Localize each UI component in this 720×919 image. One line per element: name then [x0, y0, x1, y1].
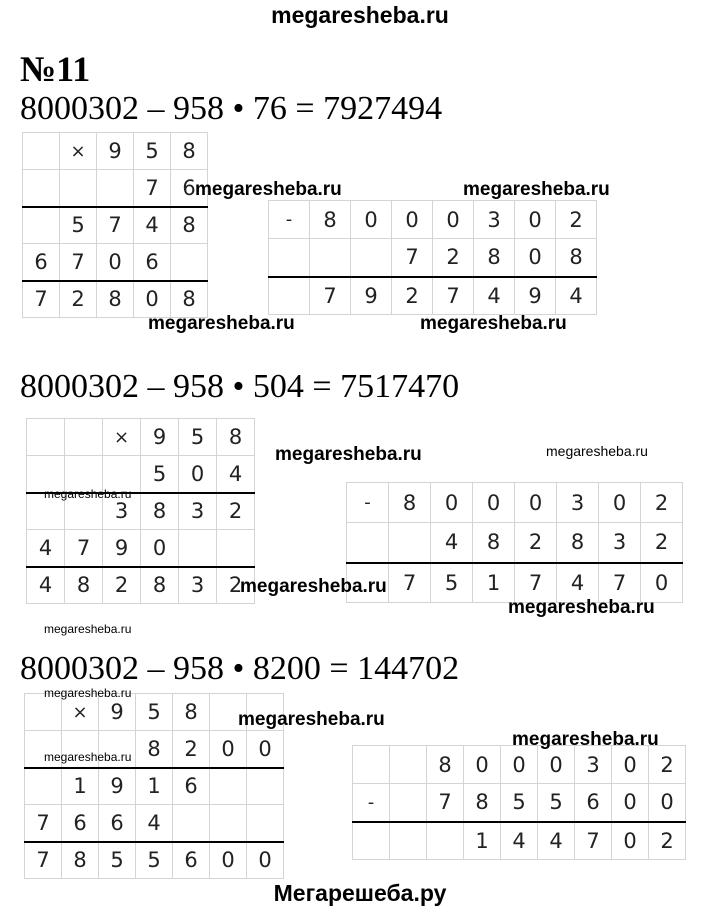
digit-cell: 4 [27, 567, 65, 604]
digit-cell: 6 [173, 842, 210, 879]
digit-cell: 8 [556, 239, 597, 277]
empty-cell [390, 822, 427, 860]
digit-cell: 7 [392, 239, 433, 277]
digit-cell: 2 [641, 523, 683, 563]
digit-cell: 9 [515, 277, 556, 315]
digit-cell: 1 [136, 768, 173, 805]
digit-cell: 0 [179, 456, 217, 493]
minus-sign: - [269, 201, 310, 239]
digit-cell: 5 [99, 842, 136, 879]
digit-cell: 8 [62, 842, 99, 879]
empty-cell [210, 768, 247, 805]
digit-cell: 3 [557, 483, 599, 523]
digit-cell: 9 [141, 419, 179, 456]
empty-cell [247, 805, 284, 842]
empty-cell [269, 277, 310, 315]
digit-cell: 0 [97, 244, 134, 281]
empty-cell [23, 133, 60, 170]
empty-cell [171, 244, 208, 281]
watermark: megaresheba.ru [44, 622, 132, 636]
digit-cell: 1 [473, 563, 515, 603]
watermark: megaresheba.ru [148, 313, 295, 334]
digit-cell: 4 [501, 822, 538, 860]
watermark: megaresheba.ru [44, 750, 132, 764]
digit-cell: 7 [23, 281, 60, 318]
watermark: megaresheba.ru [238, 709, 385, 730]
digit-cell: 0 [247, 731, 284, 768]
digit-cell: 0 [612, 746, 649, 784]
watermark: megaresheba.ru [275, 444, 422, 465]
digit-cell: 5 [141, 456, 179, 493]
digit-cell: 8 [173, 694, 210, 731]
digit-cell: 8 [427, 746, 464, 784]
empty-cell [427, 822, 464, 860]
digit-cell: 0 [515, 239, 556, 277]
multiplication-row [23, 207, 208, 244]
digit-cell: 0 [392, 201, 433, 239]
digit-cell: 0 [515, 201, 556, 239]
digit-cell: 0 [612, 822, 649, 860]
digit-cell: 0 [210, 842, 247, 879]
digit-cell: 3 [103, 493, 141, 530]
empty-cell [210, 805, 247, 842]
digit-cell: 5 [501, 784, 538, 822]
watermark: megaresheba.ru [420, 313, 567, 334]
digit-cell: 9 [351, 277, 392, 315]
digit-cell: 0 [599, 483, 641, 523]
empty-cell [217, 530, 255, 567]
digit-cell: 7 [515, 563, 557, 603]
digit-cell: 4 [474, 277, 515, 315]
digit-cell: 5 [134, 133, 171, 170]
digit-cell: 8 [389, 483, 431, 523]
empty-cell [389, 523, 431, 563]
digit-cell: 6 [171, 170, 208, 207]
multiplication-row [23, 244, 208, 281]
digit-cell: 7 [389, 563, 431, 603]
multiply-sign: × [62, 694, 99, 731]
digit-cell: 7 [60, 244, 97, 281]
subtraction-row [269, 277, 597, 315]
digit-cell: 2 [173, 731, 210, 768]
multiplication-row [23, 170, 208, 207]
digit-cell: 6 [575, 784, 612, 822]
subtraction-row [269, 201, 597, 239]
digit-cell: 7 [599, 563, 641, 603]
empty-cell [179, 530, 217, 567]
empty-cell [97, 170, 134, 207]
digit-cell: 2 [217, 567, 255, 604]
equation-3: 8000302 – 958 • 8200 = 144702 [20, 650, 460, 687]
digit-cell: 4 [538, 822, 575, 860]
digit-cell: 9 [97, 133, 134, 170]
multiplication-row [27, 419, 255, 456]
digit-cell: 4 [136, 805, 173, 842]
equation-2: 8000302 – 958 • 504 = 7517470 [20, 368, 460, 405]
watermark: megaresheba.ru [44, 487, 132, 501]
digit-cell: 0 [141, 530, 179, 567]
digit-cell: 6 [99, 805, 136, 842]
multiply-sign: × [60, 133, 97, 170]
digit-cell: 7 [134, 170, 171, 207]
subtraction-row [347, 483, 683, 523]
digit-cell: 8 [171, 133, 208, 170]
multiply-sign: × [103, 419, 141, 456]
digit-cell: 8 [171, 281, 208, 318]
empty-cell [65, 419, 103, 456]
digit-cell: 3 [179, 567, 217, 604]
digit-cell: 0 [501, 746, 538, 784]
empty-cell [269, 239, 310, 277]
empty-cell [347, 523, 389, 563]
multiplication-row [23, 281, 208, 318]
site-watermark-top: megaresheba.ru [271, 2, 449, 28]
minus-sign: - [353, 784, 390, 822]
digit-cell: 4 [557, 563, 599, 603]
digit-cell: 5 [431, 563, 473, 603]
digit-cell: 8 [473, 523, 515, 563]
empty-cell [27, 419, 65, 456]
digit-cell: 0 [433, 201, 474, 239]
digit-cell: 7 [310, 277, 351, 315]
subtraction-row [353, 746, 686, 784]
digit-cell: 2 [103, 567, 141, 604]
digit-cell: 0 [612, 784, 649, 822]
digit-cell: 3 [599, 523, 641, 563]
multiplication-row [25, 805, 284, 842]
digit-cell: 8 [217, 419, 255, 456]
empty-cell [353, 746, 390, 784]
digit-cell: 3 [179, 493, 217, 530]
digit-cell: 7 [65, 530, 103, 567]
digit-cell: 8 [171, 207, 208, 244]
digit-cell: 7 [25, 805, 62, 842]
digit-cell: 8 [474, 239, 515, 277]
digit-cell: 6 [23, 244, 60, 281]
subtraction-row [353, 822, 686, 860]
subtraction-row [269, 239, 597, 277]
digit-cell: 2 [649, 746, 686, 784]
digit-cell: 5 [136, 842, 173, 879]
digit-cell: 1 [62, 768, 99, 805]
digit-cell: 0 [464, 746, 501, 784]
digit-cell: 6 [173, 768, 210, 805]
empty-cell [310, 239, 351, 277]
subtraction-row [353, 784, 686, 822]
digit-cell: 8 [97, 281, 134, 318]
digit-cell: 8 [557, 523, 599, 563]
digit-cell: 9 [99, 694, 136, 731]
digit-cell: 6 [62, 805, 99, 842]
task-number: №11 [20, 49, 91, 89]
digit-cell: 5 [179, 419, 217, 456]
watermark: megaresheba.ru [44, 686, 132, 700]
digit-cell: 6 [134, 244, 171, 281]
digit-cell: 0 [649, 784, 686, 822]
digit-cell: 8 [141, 567, 179, 604]
multiplication-row [25, 768, 284, 805]
digit-cell: 0 [351, 201, 392, 239]
digit-cell: 2 [515, 523, 557, 563]
digit-cell: 4 [431, 523, 473, 563]
equation-1: 8000302 – 958 • 76 = 7927494 [20, 90, 443, 127]
digit-cell: 0 [247, 842, 284, 879]
digit-cell: 2 [433, 239, 474, 277]
multiplication-row [27, 530, 255, 567]
digit-cell: 7 [575, 822, 612, 860]
empty-cell [351, 239, 392, 277]
empty-cell [23, 207, 60, 244]
digit-cell: 0 [134, 281, 171, 318]
watermark: megaresheba.ru [463, 179, 610, 200]
multiplication-grid-1 [22, 132, 208, 318]
digit-cell: 0 [431, 483, 473, 523]
digit-cell: 7 [97, 207, 134, 244]
digit-cell: 8 [310, 201, 351, 239]
minus-sign: - [347, 483, 389, 523]
multiplication-row [23, 133, 208, 170]
multiplication-row [27, 567, 255, 604]
subtraction-grid-3 [352, 745, 686, 860]
watermark: megaresheba.ru [195, 179, 342, 200]
digit-cell: 5 [60, 207, 97, 244]
digit-cell: 2 [556, 201, 597, 239]
empty-cell [25, 768, 62, 805]
digit-cell: 2 [641, 483, 683, 523]
watermark: megaresheba.ru [546, 443, 648, 459]
empty-cell [60, 170, 97, 207]
digit-cell: 2 [392, 277, 433, 315]
digit-cell: 4 [556, 277, 597, 315]
watermark: megaresheba.ru [508, 597, 655, 618]
digit-cell: 8 [65, 567, 103, 604]
digit-cell: 2 [60, 281, 97, 318]
subtraction-grid-1 [268, 200, 597, 315]
digit-cell: 0 [538, 746, 575, 784]
watermark: megaresheba.ru [512, 729, 659, 750]
site-watermark-bottom: Мегарешеба.ру [273, 880, 447, 906]
digit-cell: 8 [464, 784, 501, 822]
watermark: megaresheba.ru [240, 576, 387, 597]
digit-cell: 9 [99, 768, 136, 805]
digit-cell: 8 [141, 493, 179, 530]
empty-cell [353, 822, 390, 860]
digit-cell: 4 [27, 530, 65, 567]
digit-cell: 7 [433, 277, 474, 315]
digit-cell: 0 [515, 483, 557, 523]
digit-cell: 3 [474, 201, 515, 239]
subtraction-row [347, 523, 683, 563]
empty-cell [247, 768, 284, 805]
digit-cell: 2 [217, 493, 255, 530]
subtraction-grid-2 [346, 482, 683, 603]
digit-cell: 3 [575, 746, 612, 784]
empty-cell [23, 170, 60, 207]
digit-cell: 5 [136, 694, 173, 731]
empty-cell [390, 746, 427, 784]
digit-cell: 0 [473, 483, 515, 523]
digit-cell: 8 [136, 731, 173, 768]
digit-cell: 0 [641, 563, 683, 603]
digit-cell: 2 [649, 822, 686, 860]
digit-cell: 7 [427, 784, 464, 822]
multiplication-grid-2 [26, 418, 255, 604]
digit-cell: 4 [217, 456, 255, 493]
multiplication-row [25, 842, 284, 879]
empty-cell [173, 805, 210, 842]
digit-cell: 1 [464, 822, 501, 860]
empty-cell [390, 784, 427, 822]
digit-cell: 5 [538, 784, 575, 822]
digit-cell: 9 [103, 530, 141, 567]
digit-cell: 0 [210, 731, 247, 768]
digit-cell: 7 [25, 842, 62, 879]
digit-cell: 4 [134, 207, 171, 244]
